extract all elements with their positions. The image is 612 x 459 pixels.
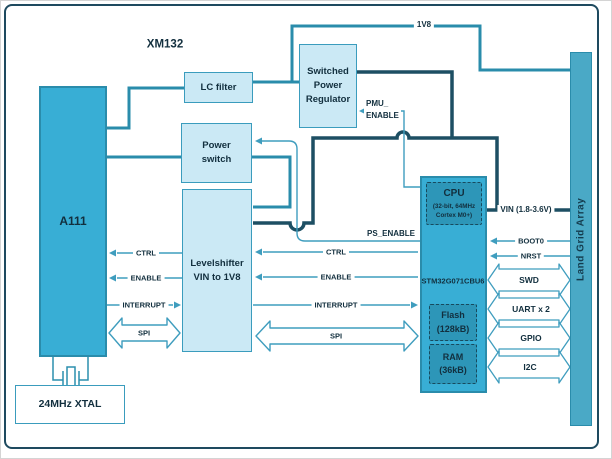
cpu-sub2: Cortex M0+) <box>435 211 473 219</box>
xtal-block <box>15 385 125 424</box>
power-switch-label-line1: Power <box>202 140 231 152</box>
xtal-label: 24MHz XTAL <box>38 397 102 410</box>
arrowhead-enable-left <box>109 275 116 282</box>
net-label-vin: VIN (1.8-3.6V) <box>497 205 554 215</box>
signal-label-nrst: NRST <box>518 251 544 261</box>
ram-block <box>429 344 477 384</box>
land-grid-array-block <box>570 52 592 426</box>
signal-label-enable-left: ENABLE <box>128 273 165 283</box>
cpu-title: CPU <box>443 188 465 200</box>
power-switch-block <box>181 123 252 183</box>
signal-label-spi-right: SPI <box>329 331 343 341</box>
arrowhead-ctrl-left <box>109 250 116 257</box>
arrowhead-ctrl-right <box>255 249 262 256</box>
arrowhead-enable-right <box>255 274 262 281</box>
flash-label-line1: Flash <box>441 310 465 321</box>
signal-label-gpio: GPIO <box>520 332 542 343</box>
arrowhead-interrupt-right <box>411 302 418 309</box>
ram-label-line2: (36kB) <box>439 365 467 375</box>
levelshifter-block <box>182 189 252 352</box>
cpu-block <box>426 182 482 225</box>
flash-block <box>429 304 477 341</box>
wire-power-switch-to-levelshifter <box>252 157 290 207</box>
levelshifter-label-line2: VIN to 1V8 <box>193 271 241 283</box>
cpu-sub1: (32-bit, 64MHz <box>432 202 476 210</box>
regulator-label-line3: Regulator <box>305 93 351 105</box>
arrowhead-interrupt-left <box>174 302 181 309</box>
power-switch-label-line2: switch <box>201 154 232 165</box>
arrowhead-boot0 <box>490 238 497 245</box>
a111-block <box>39 86 107 357</box>
signal-label-uart: UART x 2 <box>512 303 550 314</box>
regulator-label-line2: Power <box>313 80 343 92</box>
net-label-pmu-enable <box>364 98 401 122</box>
signal-label-ctrl-right: CTRL <box>323 247 349 257</box>
flash-label-line2: (128kB) <box>436 323 470 334</box>
land-grid-array-label: Land Grid Array <box>575 197 587 281</box>
signal-label-interrupt-left: INTERRUPT <box>120 300 169 310</box>
pmu-label-line2: ENABLE <box>366 111 399 120</box>
regulator-label-line1: Switched <box>307 66 349 78</box>
wire-a111-to-lc-filter <box>107 88 184 128</box>
a111-label: A111 <box>59 213 87 228</box>
net-label-ps-enable: PS_ENABLE <box>364 229 418 239</box>
lc-filter-label: LC filter <box>200 81 237 93</box>
switched-power-regulator-block <box>299 44 357 128</box>
signal-label-enable-right: ENABLE <box>318 272 355 282</box>
pmu-label-line1: PMU_ <box>366 99 389 108</box>
module-title: XM132 <box>146 38 184 51</box>
crystal-lead-right <box>79 357 88 380</box>
signal-label-ctrl-left: CTRL <box>133 248 159 258</box>
arrowhead-ps-enable <box>255 138 262 145</box>
net-label-1v8: 1V8 <box>414 20 434 30</box>
signal-label-spi-left: SPI <box>137 328 151 338</box>
signal-label-interrupt-right: INTERRUPT <box>312 300 361 310</box>
crystal-lead-left <box>53 357 63 380</box>
ram-label-line1: RAM <box>442 351 464 362</box>
signal-label-swd: SWD <box>519 274 539 285</box>
arrowhead-nrst <box>490 253 497 260</box>
wire-pmu-enable <box>366 111 423 187</box>
stm32-part-number: STM32G071CBU6 <box>421 276 485 286</box>
lc-filter-block <box>184 72 253 103</box>
signal-label-boot0: BOOT0 <box>515 236 547 246</box>
levelshifter-label-line1: Levelshifter <box>190 257 244 269</box>
signal-label-i2c: I2C <box>523 361 537 372</box>
